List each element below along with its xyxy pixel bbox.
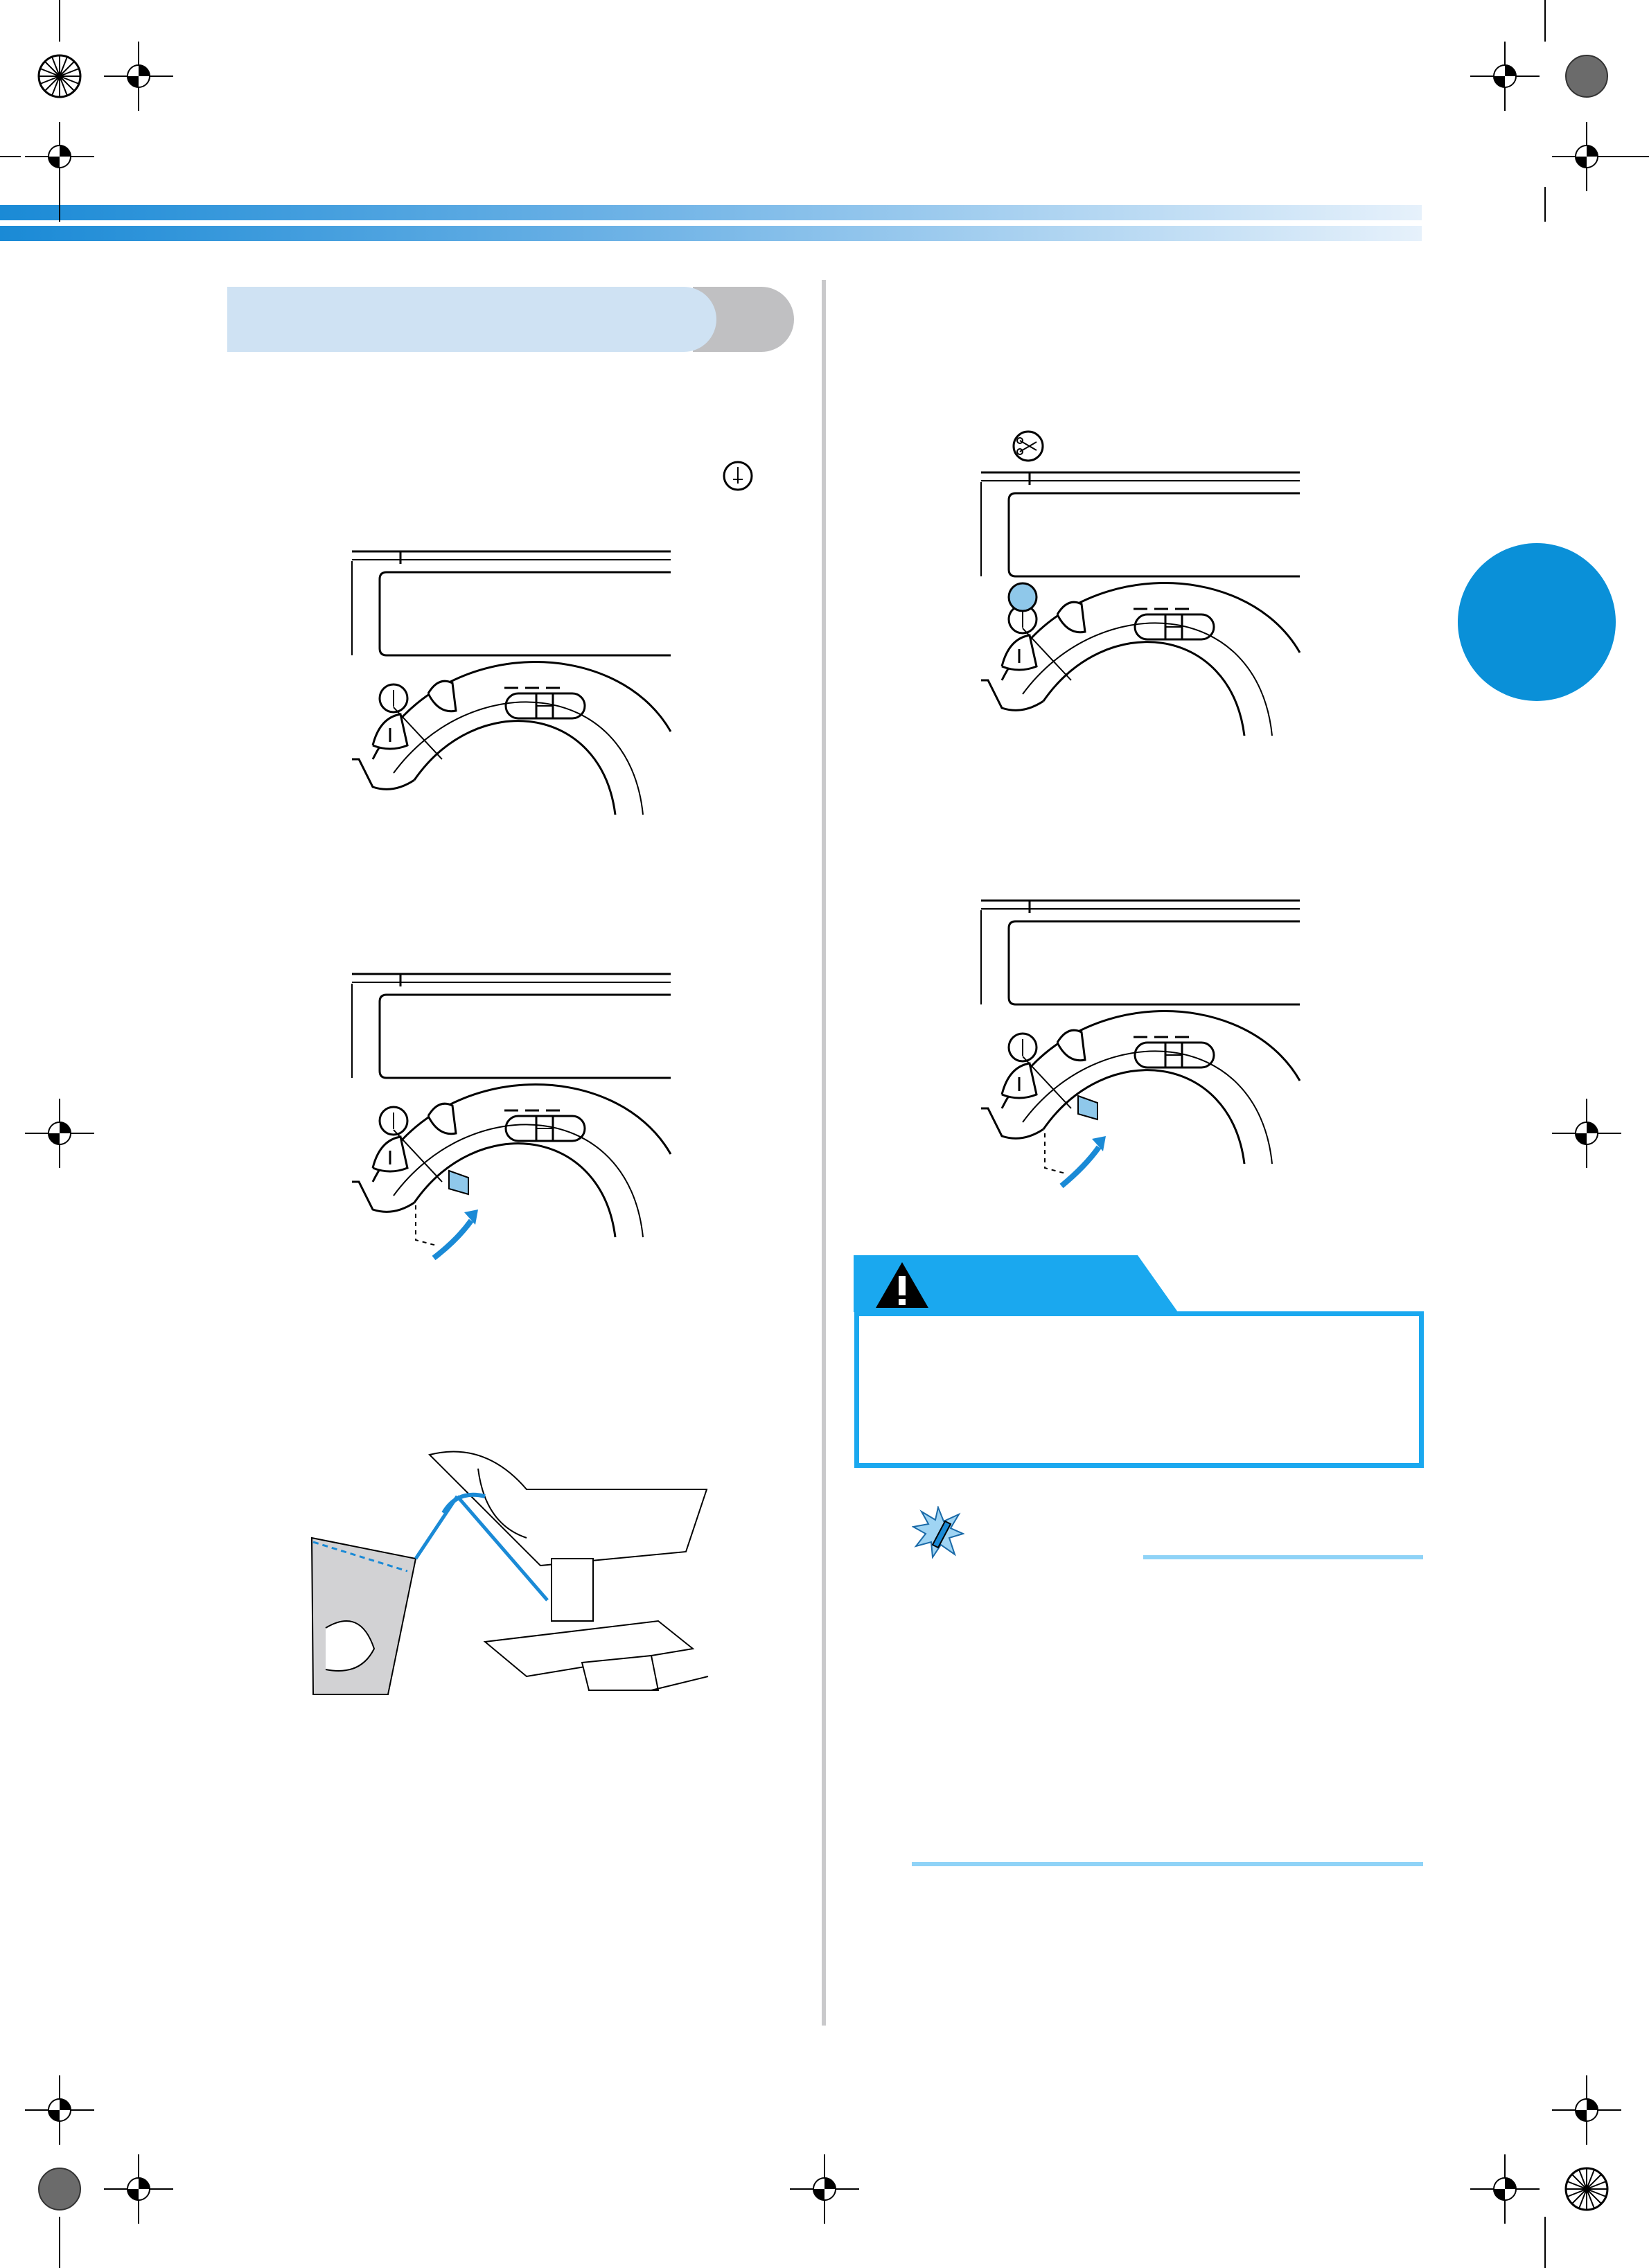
note-top-rule: [1143, 1555, 1423, 1559]
presser-foot-illustration: [312, 1452, 708, 1694]
note-bottom-rule: [912, 1862, 1423, 1866]
caution-box: [854, 1311, 1424, 1468]
highlighted-cutter-button: [1009, 583, 1037, 611]
warning-triangle-icon: [873, 1259, 931, 1311]
note-pencil-icon: [912, 1506, 964, 1559]
